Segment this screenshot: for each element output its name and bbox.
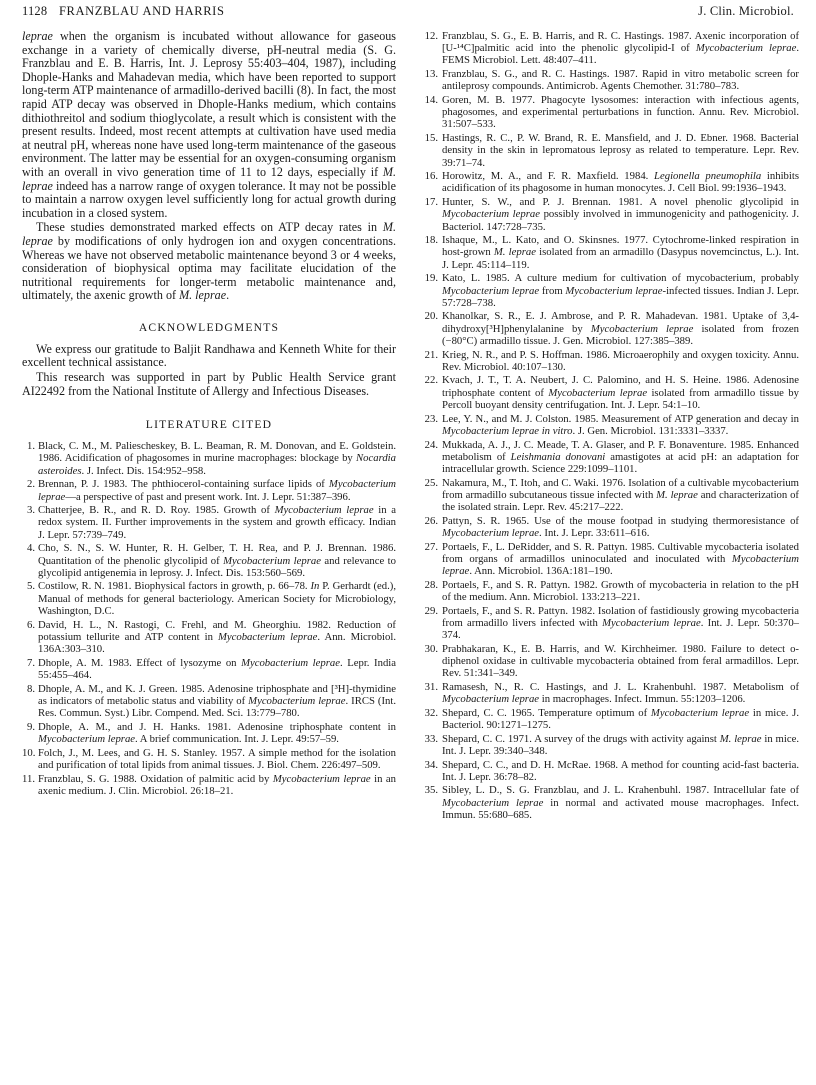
reference-number: 3. [26, 504, 35, 517]
reference-text: . Lepr. India 55:455–464. [38, 656, 396, 681]
reference-number: 25. [424, 476, 438, 489]
reference-item [421, 132, 799, 169]
reference-italic-text: Mycobacterium leprae [272, 772, 371, 785]
reference-text: . A brief communication. Int. J. Lepr. 49:57–59. [135, 732, 339, 745]
reference-italic-text: Mycobacterium leprae [590, 322, 694, 335]
reference-text: amastigotes at acid pH: an adaptation for intracellular growth. Science 229:1099–1101. [442, 450, 799, 475]
page-number: 1128 [22, 4, 48, 18]
reference-number: 30. [424, 642, 438, 655]
reference-text: Kato, L. 1985. A culture medium for cultivation of mycobacterium, probably [442, 272, 799, 285]
reference-text: isolated from armadillo tissue by Percoll buoyant density centrifugation. Int. J. Lepr. 54:1–10. [442, 386, 799, 411]
reference-item [22, 504, 396, 541]
reference-italic-text: Mycobacterium leprae [38, 732, 136, 745]
reference-italic-text: Mycobacterium leprae in vitro [442, 424, 573, 437]
reference-item [421, 784, 799, 821]
reference-italic-text: Mycobacterium leprae [248, 694, 346, 707]
reference-text: . Ann. Microbiol. 136A:181–190. [469, 565, 613, 578]
reference-text: Nakamura, M., T. Itoh, and C. Waki. 1976. Isolation of a cultivable mycobacterium from armadillo subcutaneous tissue infected with [442, 476, 799, 501]
reference-item [22, 440, 396, 477]
reference-number: 1. [26, 440, 35, 453]
reference-text: Franzblau, S. G., E. B. Harris, and R. C. Hastings. 1987. Axenic incorporation of [U-¹⁴C]palmitic acid into the phenolic glycolipid-I of [442, 30, 799, 55]
reference-item [421, 605, 799, 642]
reference-italic-text: Mycobacterium leprae [442, 208, 540, 221]
reference-italic-text: Mycobacterium leprae [442, 796, 544, 809]
reference-text: and characterization of the isolated strain. Lepr. Rev. 45:217–222. [442, 488, 799, 514]
reference-text: Dhople, A. M. 1983. Effect of lysozyme on [38, 656, 242, 669]
reference-item [421, 541, 799, 578]
reference-number: 21. [424, 348, 438, 361]
reference-item [22, 580, 396, 617]
reference-number: 27. [424, 540, 438, 553]
reference-text: Black, C. M., M. Paliescheskey, B. L. Beaman, R. M. Donovan, and E. Goldstein. 1986. Acidification of phagosomes in murine macrophages: blockage by [38, 440, 396, 465]
reference-text: . Int. J. Lepr. 33:611–616. [539, 526, 650, 539]
reference-text: . J. Gen. Microbiol. 131:3331–3337. [572, 424, 729, 437]
species-name: leprae [22, 29, 53, 43]
reference-number: 32. [424, 706, 438, 719]
reference-item [421, 759, 799, 783]
reference-item [421, 68, 799, 92]
reference-italic-text: Mycobacterium leprae [217, 630, 318, 643]
reference-item [421, 94, 799, 131]
reference-text: Krieg, N. R., and P. S. Hoffman. 1986. Microaerophily and oxygen toxicity. Annu. Rev. Microbiol. 40:107–130. [442, 348, 799, 373]
reference-list-left [22, 440, 396, 797]
reference-text: Horowitz, M. A., and F. R. Maxfield. 1984. [442, 170, 655, 183]
reference-text: in macrophages. Infect. Immun. 55:1203–1206. [539, 693, 746, 706]
reference-item [22, 542, 396, 579]
reference-italic-text: Mycobacterium leprae [602, 616, 701, 629]
reference-text: Dhople, A. M., and J. H. Hanks. 1981. Adenosine triphosphate content in [38, 720, 396, 733]
reference-number: 20. [424, 310, 438, 323]
reference-text: . Ann. Microbiol. 136A:303–310. [38, 630, 397, 655]
reference-number: 2. [26, 478, 35, 491]
reference-item [22, 773, 396, 797]
paragraph-text: . [226, 288, 230, 303]
reference-item [421, 439, 799, 476]
left-column [22, 30, 396, 798]
reference-number: 16. [424, 170, 438, 183]
reference-number: 34. [424, 758, 438, 771]
reference-number: 26. [424, 514, 438, 527]
reference-item [421, 579, 799, 603]
body-paragraph [22, 30, 396, 220]
reference-text: in mice. J. Bacteriol. 90:1271–1275. [442, 706, 799, 731]
reference-text: David, H. L., N. Rastogi, C. Frehl, and M. Gheorghiu. 1982. Reduction of potassium tellurite and ATP content in [38, 618, 396, 643]
reference-italic-text: M. leprae [719, 732, 762, 745]
reference-text: . IRCS (Int. Res. Commun. Syst.) Libr. Compend. Med. Sci. 13:779–780. [38, 694, 396, 720]
reference-italic-text: Nocardia asteroides [38, 452, 396, 477]
reference-item [421, 515, 799, 539]
reference-item [22, 721, 396, 745]
reference-text: possibly involved in immunogenicity and pathogenicity. J. Bacteriol. 147:728–735. [442, 208, 800, 233]
reference-italic-text: Mycobacterium leprae [695, 42, 797, 55]
reference-text: Kvach, J. T., T. A. Neubert, J. C. Palomino, and H. S. Heine. 1986. Adenosine triphosphate content of [442, 374, 799, 399]
reference-number: 28. [424, 578, 438, 591]
paragraph-text: by modifications of only hydrogen ion and oxygen concentrations. Whereas we have not observed metabolic maintenance beyond 3 or 4 weeks, consideration of biophysical optima may facilitate elucidation of the nutritional requirements for longer-term metabolic maintenance and, ultimately, the axenic growth of [22, 233, 396, 303]
reference-italic-text: Mycobacterium leprae [241, 656, 340, 669]
paragraph-text: These studies demonstrated marked effects on ATP decay rates in [36, 220, 383, 235]
reference-number: 7. [26, 656, 35, 669]
reference-text: Portaels, F., and S. R. Pattyn. 1982. Isolation of fastidiously growing mycobacteria from armadillo livers infected with [442, 604, 799, 629]
reference-italic-text: M. leprae [656, 488, 698, 501]
reference-number: 4. [26, 542, 35, 555]
acknowledgments-paragraph: We express our gratitude to Baljit Randhawa and Kenneth White for their excellent technical assistance. [22, 341, 396, 370]
reference-item [421, 681, 799, 705]
reference-italic-text: Mycobacterium leprae [274, 504, 374, 517]
literature-cited-heading: LITERATURE CITED [145, 418, 273, 432]
reference-number: 22. [424, 374, 438, 387]
reference-text: Brennan, P. J. 1983. The phthiocerol-containing surface lipids of [38, 478, 329, 491]
reference-italic-text: Mycobacterium leprae [442, 526, 540, 539]
reference-item [22, 683, 396, 720]
reference-number: 19. [424, 272, 438, 285]
reference-number: 8. [26, 682, 35, 695]
reference-text: Franzblau, S. G., and R. C. Hastings. 1987. Rapid in vitro metabolic screen for antileprosy compounds. Antimicrob. Agents Chemother. 31:780–783. [442, 68, 799, 93]
reference-text: Ramasesh, N., R. C. Hastings, and J. L. Krahenbuhl. 1987. Metabolism of [442, 680, 799, 693]
reference-number: 15. [424, 132, 438, 145]
reference-text: Folch, J., M. Lees, and G. H. S. Stanley. 1957. A simple method for the isolation and purification of total lipids from animal tissues. J. Biol. Chem. 226:497–509. [38, 746, 396, 771]
reference-text: Costilow, R. N. 1981. Biophysical factors in growth, p. 66–78. [38, 580, 311, 593]
reference-text: Lee, Y. N., and M. J. Colston. 1985. Measurement of ATP generation and decay in [442, 412, 799, 425]
reference-text: Khanolkar, S. R., E. J. Ambrose, and P. R. Mahadevan. 1981. Uptake of 3,4-dihydroxy[³H]phenylalanine by [442, 310, 799, 335]
reference-item [421, 170, 799, 194]
reference-item [421, 374, 799, 411]
reference-item [22, 657, 396, 681]
species-name: M. leprae [22, 164, 396, 193]
reference-text: Cho, S. N., S. W. Hunter, R. H. Gelber, T. H. Rea, and P. J. Brennan. 1986. Quantitation of the phenolic glycolipid of [38, 542, 396, 567]
reference-number: 31. [424, 680, 438, 693]
reference-text: in a redox system. II. Further improvements in the system and growth efficacy. Indian J. Lepr. 57:739–749. [38, 504, 397, 541]
reference-number: 24. [424, 438, 438, 451]
reference-item [421, 310, 799, 347]
running-head-journal: J. Clin. Microbiol. [698, 4, 794, 18]
reference-text: . J. Infect. Dis. 154:952–958. [81, 464, 206, 477]
reference-text: Pattyn, S. R. 1965. Use of the mouse footpad in studying thermoresistance of [442, 514, 799, 527]
reference-item [421, 349, 799, 373]
reference-text: Portaels, F., and S. R. Pattyn. 1982. Growth of mycobacteria in relation to the pH of the medium. Ann. Microbiol. 133:213–221. [442, 578, 799, 603]
reference-number: 13. [424, 68, 438, 81]
reference-item [421, 196, 799, 233]
reference-text: inhibits acidification of its phagosome in human monocytes. J. Cell Biol. 99:1936–1943. [442, 170, 799, 195]
reference-text: in mice. Int. J. Lepr. 39:340–348. [442, 732, 799, 757]
body-paragraph [22, 221, 396, 303]
reference-text: Chatterjee, B. R., and R. D. Roy. 1985. Growth of [38, 504, 275, 517]
reference-number: 35. [424, 784, 438, 797]
reference-text: Mukkada, A. J., J. C. Meade, T. A. Glaser, and P. F. Bonaventure. 1985. Enhanced metabolism of [442, 438, 799, 463]
reference-item [22, 619, 396, 656]
reference-item [22, 747, 396, 771]
reference-item [421, 234, 799, 271]
reference-number: 23. [424, 412, 438, 425]
reference-text: isolated from an armadillo (Dasypus novemcinctus, L.). Int. J. Lepr. 45:114–119. [442, 246, 799, 271]
paragraph-text: when the organism is incubated without allowance for gaseous exchange in a variety of chemically diverse, pH-neutral media (S. G. Franzblau and E. B. Harris, Int. J. Leprosy 55:403–404, 1987), including Dhople-Hanks and Mahadevan media, which have been reported to support long-term ATP maintenance of armadillo-derived bacilli (8). In fact, the most rapid ATP decay was observed in Dhople-Hanks medium, which contains dithiothreitol and sodium thioglycolate, a result which is consistent with the present results. Indeed, most recent attempts at cultivation have used media at neutral pH, whereas none have used long-term maintenance of the gaseous environment. The latter may be essential for an oxygen-consuming organism with an overall in vivo generation time of 11 to 12 days, especially if [22, 29, 396, 179]
reference-italic-text: Mycobacterium leprae [38, 478, 396, 503]
reference-number: 33. [424, 732, 438, 745]
right-column [421, 30, 799, 823]
reference-item [421, 30, 799, 67]
reference-number: 14. [424, 94, 438, 107]
reference-text: Hunter, S. W., and P. J. Brennan. 1981. A novel phenolic glycolipid in [442, 196, 799, 209]
reference-italic-text: In [310, 580, 320, 593]
reference-text: from [539, 284, 566, 297]
reference-list-right [421, 30, 799, 821]
running-head-authors: FRANZBLAU AND HARRIS [59, 4, 225, 18]
reference-text: and relevance to glycolipid antigenemia in leprosy. J. Infect. Dis. 153:560–569. [38, 554, 396, 579]
reference-text: Shepard, C. C. 1965. Temperature optimum of [442, 706, 651, 719]
reference-italic-text: Mycobacterium leprae [565, 284, 663, 297]
running-head [22, 4, 794, 26]
reference-number: 10. [22, 746, 36, 759]
reference-number: 6. [26, 618, 35, 631]
reference-text: —a perspective of past and present work. Int. J. Lepr. 51:387–396. [65, 490, 351, 503]
reference-text: . FEMS Microbiol. Lett. 48:407–411. [442, 42, 800, 67]
reference-italic-text: Mycobacterium leprae [442, 693, 540, 706]
reference-text: isolated from frozen (−80°C) armadillo tissue. J. Gen. Microbiol. 127:385–389. [442, 322, 800, 347]
reference-text: in normal and activated mouse macrophages. Infect. Immun. 55:680–685. [442, 796, 799, 821]
reference-text: Portaels, F., L. DeRidder, and S. R. Pattyn. 1985. Cultivable mycobacteria isolated from organs of armadillos uninoculated and inoculated with [442, 540, 799, 565]
reference-text: -infected tissues. Indian J. Lepr. 57:728–738. [442, 284, 800, 309]
reference-italic-text: Mycobacterium leprae [650, 706, 750, 719]
reference-text: Hastings, R. C., P. W. Brand, R. E. Mansfield, and J. D. Ebner. 1968. Bacterial density in the skin in lepromatous leprosy as related to temperature. Lepr. Rev. 39:71–74. [442, 132, 799, 169]
reference-italic-text: Mycobacterium leprae [442, 284, 540, 297]
reference-number: 29. [424, 604, 438, 617]
reference-italic-text: Leishmania donovani [510, 450, 606, 463]
reference-number: 11. [22, 772, 35, 785]
reference-text: Ishaque, M., L. Kato, and O. Skinsnes. 1977. Cytochrome-linked respiration in host-grown [442, 234, 799, 259]
paragraph-text: indeed has a narrow range of oxygen tolerance. It may not be possible to maintain a narrow oxygen level sufficiently long for actual growth during incubation in a closed system. [22, 178, 396, 220]
reference-item [22, 478, 396, 502]
species-name: M. leprae [179, 288, 227, 303]
reference-item [421, 413, 799, 437]
funding-paragraph: This research was supported in part by Public Health Service grant AI22492 from the National Institute of Allergy and Infectious Diseases. [22, 370, 396, 398]
reference-number: 12. [424, 30, 438, 42]
reference-italic-text: M. leprae [493, 246, 536, 259]
reference-italic-text: Mycobacterium leprae [548, 386, 648, 399]
reference-number: 9. [26, 720, 35, 733]
acknowledgments-heading: ACKNOWLEDGMENTS [138, 320, 280, 334]
reference-text: Franzblau, S. G. 1988. Oxidation of palmitic acid by [38, 772, 273, 785]
reference-italic-text: Mycobacterium leprae [442, 552, 799, 578]
reference-text: Dhople, A. M., and K. J. Green. 1985. Adenosine triphosphate and [³H]-thymidine as indicators of metabolic status and viability of [38, 682, 396, 707]
reference-text: Shepard, C. C., and D. H. McRae. 1968. A method for counting acid-fast bacteria. Int. J. Lepr. 36:78–82. [442, 758, 799, 783]
reference-italic-text: Mycobacterium leprae [223, 554, 321, 567]
reference-number: 18. [424, 234, 438, 247]
reference-text: in an axenic medium. J. Clin. Microbiol. 26:18–21. [38, 772, 396, 797]
reference-text: Shepard, C. C. 1971. A survey of the drugs with activity against [442, 732, 720, 745]
reference-text: . Int. J. Lepr. 50:370–374. [442, 616, 800, 642]
reference-item [421, 733, 799, 757]
reference-item [421, 707, 799, 731]
reference-text: Goren, M. B. 1977. Phagocyte lysosomes: interaction with infectious agents, phagosomes, and experimental perturbations in function. Annu. Rev. Microbiol. 31:507–533. [442, 94, 799, 131]
reference-number: 5. [26, 580, 35, 593]
reference-number: 17. [424, 196, 438, 209]
reference-text: Sibley, L. D., S. G. Franzblau, and J. L. Krahenbuhl. 1987. Intracellular fate of [442, 784, 799, 797]
reference-item [421, 643, 799, 680]
reference-text: P. Gerhardt (ed.), Manual of methods for general bacteriology. American Society for Microbiology, Washington, D.C. [38, 580, 396, 617]
reference-italic-text: Legionella pneumophila [654, 170, 762, 183]
reference-item [421, 477, 799, 514]
reference-item [421, 272, 799, 309]
reference-text: Prabhakaran, K., E. B. Harris, and W. Kirchheimer. 1980. Failure to detect o-diphenol oxidase in cultivable mycobacteria obtained from feral armadillos. Lepr. Rev. 51:341–349. [442, 642, 799, 680]
species-name: M. leprae [22, 220, 396, 248]
